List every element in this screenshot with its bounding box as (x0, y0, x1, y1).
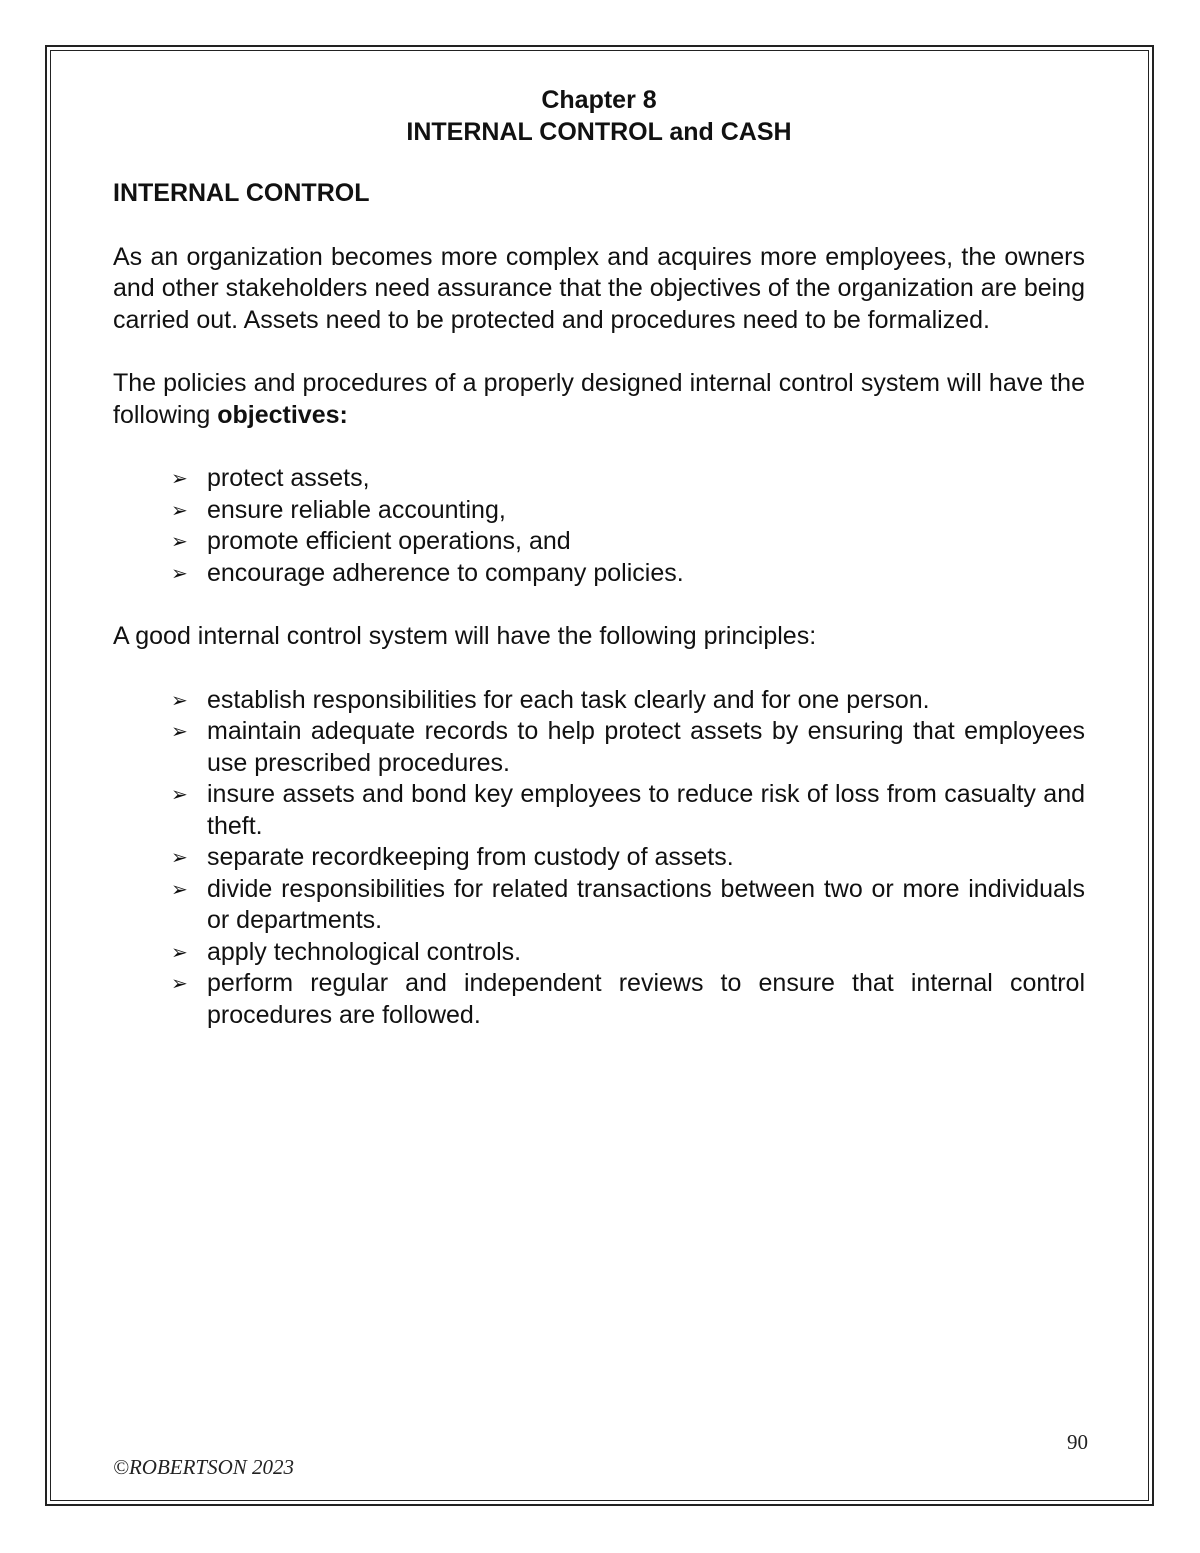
copyright-notice: ©ROBERTSON 2023 (113, 1455, 295, 1479)
list-item (171, 937, 1085, 969)
arrow-bullet-icon: ➢ (171, 971, 188, 995)
arrow-bullet-icon: ➢ (171, 687, 188, 712)
page-number: 90 (1067, 1430, 1088, 1454)
list-item (171, 968, 1085, 1031)
objectives-list (113, 463, 1085, 589)
objectives-intro-text: The policies and procedures of a properly designed internal control system will have the following (113, 369, 1085, 429)
list-item-text: apply technological controls. (207, 937, 522, 966)
principles-list (113, 685, 1085, 1032)
list-item (171, 558, 1085, 590)
arrow-bullet-icon: ➢ (171, 466, 188, 490)
arrow-bullet-icon: ➢ (171, 782, 188, 806)
list-item (171, 495, 1085, 527)
arrow-bullet-icon: ➢ (171, 497, 188, 522)
list-item (171, 463, 1085, 495)
list-item-text: insure assets and bond key employees to reduce risk of loss from casualty and theft. (207, 780, 1085, 840)
arrow-bullet-icon: ➢ (171, 845, 188, 869)
section-heading: INTERNAL CONTROL (113, 179, 370, 207)
list-item-text: encourage adherence to company policies. (207, 558, 684, 587)
objectives-keyword: objectives: (217, 400, 348, 429)
objectives-paragraph (113, 368, 1085, 431)
list-item-text: divide responsibilities for related transactions between two or more individuals or departments. (207, 874, 1085, 934)
arrow-bullet-icon: ➢ (171, 560, 188, 585)
list-item-text: separate recordkeeping from custody of assets. (207, 843, 734, 871)
arrow-bullet-icon: ➢ (171, 719, 188, 743)
arrow-bullet-icon: ➢ (171, 876, 188, 901)
list-item-text: ensure reliable accounting, (207, 495, 506, 524)
list-item (171, 526, 1085, 558)
list-item (171, 842, 1085, 874)
arrow-bullet-icon: ➢ (171, 939, 188, 964)
list-item-text: maintain adequate records to help protect assets by ensuring that employees use prescribed procedures. (207, 717, 1085, 777)
intro-paragraph: As an organization becomes more complex and acquires more employees, the owners and other stakeholders need assurance that the objectives of the organization are being carried out. Assets need to be protected and procedures need to be formalized. (113, 242, 1085, 334)
list-item-text: establish responsibilities for each task clearly and for one person. (207, 685, 930, 714)
chapter-number: Chapter 8 (541, 86, 657, 114)
list-item-text: perform regular and independent reviews to ensure that internal control procedures are followed. (207, 969, 1085, 1029)
list-item-text: protect assets, (207, 464, 370, 492)
list-item (171, 716, 1085, 779)
page-content (113, 84, 1085, 1031)
list-item (171, 779, 1085, 842)
list-item (171, 685, 1085, 717)
principles-paragraph: A good internal control system will have the following principles: (113, 622, 817, 650)
arrow-bullet-icon: ➢ (171, 529, 188, 553)
list-item-text: promote efficient operations, and (207, 527, 571, 555)
list-item (171, 874, 1085, 937)
chapter-title: INTERNAL CONTROL and CASH (406, 118, 792, 146)
